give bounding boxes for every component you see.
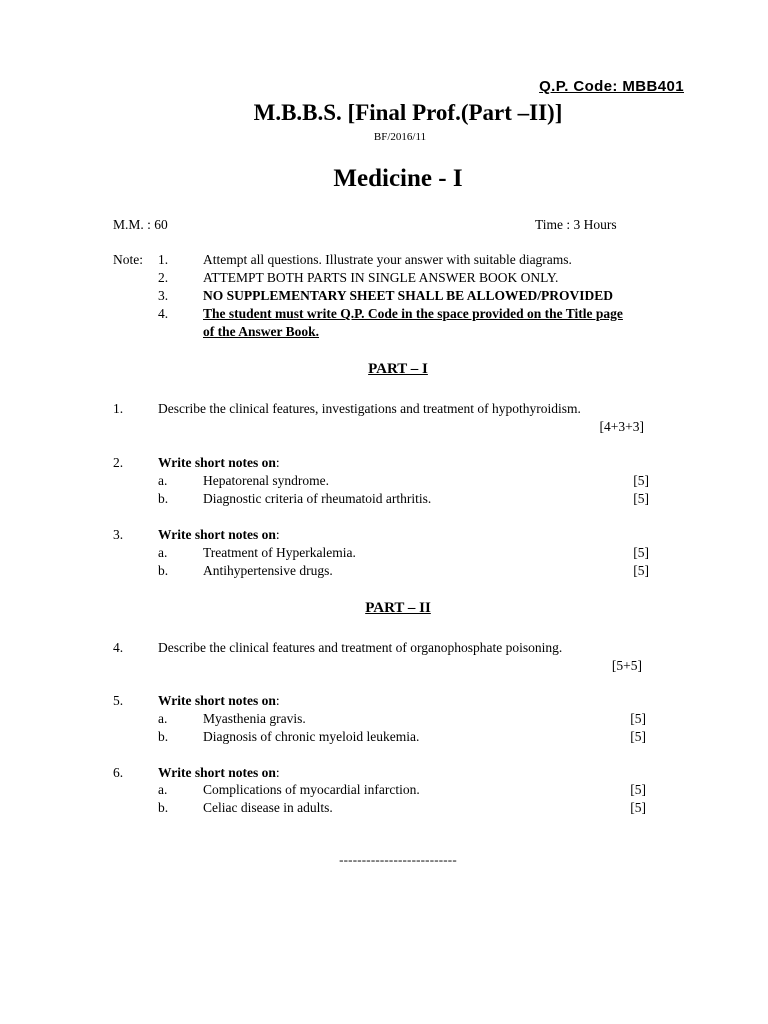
subquestion-marks: [5] <box>630 729 646 744</box>
subquestion-text: Diagnosis of chronic myeloid leukemia. <box>203 729 420 744</box>
part-2-heading: PART – II <box>365 600 431 616</box>
note-number: 3. <box>158 288 169 303</box>
subquestion-label: a. <box>158 473 168 488</box>
question-number: 2. <box>113 455 124 470</box>
note-text: The student must write Q.P. Code in the space provided on the Title page <box>203 306 623 321</box>
subquestion-text: Treatment of Hyperkalemia. <box>203 545 356 560</box>
subquestion-marks: [5] <box>633 473 649 488</box>
note-text: NO SUPPLEMENTARY SHEET SHALL BE ALLOWED/PROVIDED <box>203 288 613 303</box>
note-text: Attempt all questions. Illustrate your answer with suitable diagrams. <box>203 252 572 267</box>
subquestion-marks: [5] <box>633 491 649 506</box>
stem-colon: : <box>275 527 280 542</box>
subquestion-label: b. <box>158 563 169 578</box>
subquestion-label: a. <box>158 545 168 560</box>
subquestion-marks: [5] <box>633 563 649 578</box>
part-1-heading: PART – I <box>368 361 428 377</box>
note-text: ATTEMPT BOTH PARTS IN SINGLE ANSWER BOOK ONLY. <box>203 270 559 285</box>
subquestion-text: Hepatorenal syndrome. <box>203 473 329 488</box>
subquestion-text: Antihypertensive drugs. <box>203 563 333 578</box>
subquestion-label: a. <box>158 782 168 797</box>
note-number: 1. <box>158 252 169 267</box>
question-marks: [4+3+3] <box>599 419 644 434</box>
note-text-continued: of the Answer Book. <box>203 324 320 339</box>
subquestion-text: Celiac disease in adults. <box>203 800 333 815</box>
subquestion-text: Diagnostic criteria of rheumatoid arthritis. <box>203 491 432 506</box>
end-separator: -------------------------- <box>339 852 457 867</box>
qp-code: Q.P. Code: MBB401 <box>539 78 684 95</box>
question-stem: Write short notes on <box>158 693 276 708</box>
subquestion-text: Complications of myocardial infarction. <box>203 782 420 797</box>
note-number: 2. <box>158 270 169 285</box>
note-number: 4. <box>158 306 169 321</box>
question-text: Describe the clinical features, investigations and treatment of hypothyroidism. <box>158 401 581 416</box>
question-number: 4. <box>113 640 124 655</box>
subquestion-label: a. <box>158 711 168 726</box>
time-allowed: Time : 3 Hours <box>535 217 617 232</box>
question-number: 1. <box>113 401 124 416</box>
max-marks: M.M. : 60 <box>113 217 168 232</box>
subquestion-label: b. <box>158 800 169 815</box>
stem-colon: : <box>275 693 280 708</box>
question-marks: [5+5] <box>611 658 642 673</box>
subquestion-text: Myasthenia gravis. <box>203 711 306 726</box>
question-stem: Write short notes on <box>158 765 276 780</box>
subquestion-label: b. <box>158 729 169 744</box>
subquestion-marks: [5] <box>630 782 646 797</box>
question-number: 6. <box>113 765 124 780</box>
stem-colon: : <box>275 455 280 470</box>
note-label: Note: <box>113 252 143 267</box>
question-stem: Write short notes on <box>158 455 276 470</box>
stem-colon: : <box>275 765 280 780</box>
subject-title: Medicine - I <box>333 165 463 192</box>
question-number: 5. <box>113 693 124 708</box>
exam-title: M.B.B.S. [Final Prof.(Part –II)] <box>253 100 563 125</box>
subquestion-label: b. <box>158 491 169 506</box>
subquestion-marks: [5] <box>630 800 646 815</box>
question-number: 3. <box>113 527 124 542</box>
question-text: Describe the clinical features and treatment of organophosphate poisoning. <box>158 640 563 655</box>
question-stem: Write short notes on <box>158 527 276 542</box>
batch-code: BF/2016/11 <box>373 131 427 143</box>
subquestion-marks: [5] <box>633 545 649 560</box>
subquestion-marks: [5] <box>630 711 646 726</box>
